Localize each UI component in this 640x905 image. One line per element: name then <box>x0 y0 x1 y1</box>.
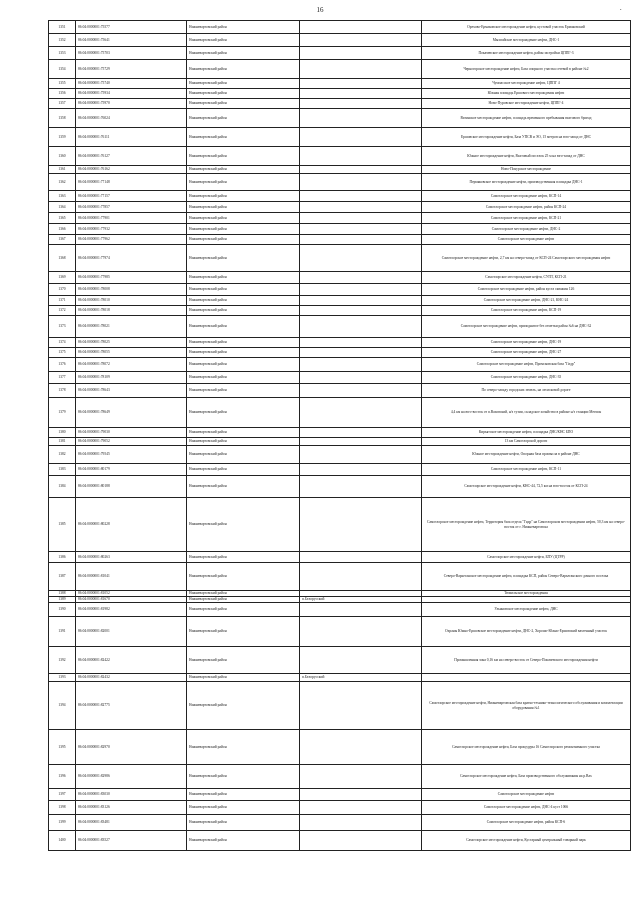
table-row <box>49 674 631 682</box>
district-name: Нижневартовский район <box>187 446 300 464</box>
settlement-name <box>300 428 422 438</box>
row-number: 1389 <box>49 597 76 603</box>
location-description: Самотлорское месторождение нефти, Территория база отдела "Гидр" на Самотлорском месторождении нефти, 50,3 км на северо-восток от г. Нижневартовска <box>422 498 631 552</box>
location-description: Самотлорское месторождение нефти, КСП-19 <box>422 306 631 316</box>
location-description: Самотлорское месторождение нефти, район КСП-6 <box>422 815 631 831</box>
settlement-name <box>300 109 422 128</box>
row-number: 1386 <box>49 552 76 563</box>
district-name: Нижневартовский район <box>187 674 300 682</box>
location-description: Самотлорское месторождение нефти, СУПТ, КСП-21 <box>422 272 631 284</box>
district-name: Нижневартовский район <box>187 476 300 498</box>
row-number: 1372 <box>49 306 76 316</box>
location-description: Кирьятское месторождение нефти, площадка ДНС/КНС БПО <box>422 428 631 438</box>
row-number: 1365 <box>49 213 76 224</box>
location-description: Южное месторождение нефти, Опорная база промысла в районе ДНС <box>422 446 631 464</box>
settlement-name <box>300 498 422 552</box>
district-name: Нижневартовский район <box>187 563 300 591</box>
settlement-name <box>300 128 422 147</box>
table-row <box>49 174 631 191</box>
location-description: Ватинское месторождение нефти, площадь временного пребывания вахтового бригад <box>422 109 631 128</box>
cadastral-number: 86:04:0000001:77932 <box>76 224 187 235</box>
settlement-name: п.Белорусский <box>300 674 422 682</box>
table-row <box>49 730 631 765</box>
district-name: Нижневартовский район <box>187 174 300 191</box>
settlement-name <box>300 296 422 306</box>
location-description: Самотлорское месторождение нефти, Нижневартовская база кратко-технико-технологического обслуживания и комплектации оборудования №1 <box>422 682 631 730</box>
district-name: Нижневартовский район <box>187 815 300 831</box>
district-name: Нижневартовский район <box>187 191 300 202</box>
location-description: Самотлорское месторождение нефти, КНС-44, 72,5 км на юго-восток от КСП-24 <box>422 476 631 498</box>
cadastral-number: 86:04:0000001:78010 <box>76 296 187 306</box>
table-row <box>49 191 631 202</box>
row-number: 1383 <box>49 464 76 476</box>
cadastral-number: 86:04:0000001:82775 <box>76 682 187 730</box>
settlement-name <box>300 617 422 647</box>
cadastral-number: 86:04:0000001:81041 <box>76 563 187 591</box>
location-description: Охраны Южно-Ершовское месторождение нефти, ДНС-2, Хорошо-Южно-Ершовский вахтенный участок <box>422 617 631 647</box>
table-row <box>49 109 631 128</box>
row-number: 1385 <box>49 498 76 552</box>
table-row <box>49 348 631 358</box>
table-row <box>49 603 631 617</box>
settlement-name <box>300 789 422 801</box>
district-name: Нижневартовский район <box>187 21 300 34</box>
row-number: 1367 <box>49 235 76 245</box>
district-name: Нижневартовский район <box>187 348 300 358</box>
settlement-name <box>300 21 422 34</box>
district-name: Нижневартовский район <box>187 306 300 316</box>
row-number: 1393 <box>49 674 76 682</box>
settlement-name <box>300 438 422 446</box>
settlement-name <box>300 801 422 815</box>
settlement-name <box>300 765 422 789</box>
district-name: Нижневартовский район <box>187 801 300 815</box>
settlement-name: п.Белорусский <box>300 597 422 603</box>
row-number: 1355 <box>49 79 76 89</box>
location-description: Северо-Варьеганское месторождение нефти, площадка КСП, район Северо-Варьеганского дачного поселка <box>422 563 631 591</box>
settlement-name <box>300 446 422 464</box>
cadastral-number: 86:04:0000001:82986 <box>76 765 187 789</box>
settlement-name <box>300 603 422 617</box>
district-name: Нижневартовский район <box>187 79 300 89</box>
location-description: Самотлорское месторождение нефти, ДНС-19 <box>422 338 631 348</box>
table-row <box>49 79 631 89</box>
location-description: Самотлорское месторождение нефти, ДНС-21, КНС-24 <box>422 296 631 306</box>
district-name: Нижневартовский район <box>187 398 300 428</box>
cadastral-number: 86:04:0000001:75703 <box>76 47 187 60</box>
row-number: 1391 <box>49 617 76 647</box>
row-number: 1362 <box>49 174 76 191</box>
district-name: Нижневартовский район <box>187 109 300 128</box>
settlement-name <box>300 384 422 398</box>
district-name: Нижневартовский район <box>187 89 300 99</box>
location-description: Самотлорское месторождение нефти, БПУ (ЦТРР) <box>422 552 631 563</box>
settlement-name <box>300 338 422 348</box>
settlement-name <box>300 60 422 79</box>
location-description: Самотлорское месторождение нефти, Кустарный центральный товарный парк <box>422 831 631 851</box>
table-row <box>49 306 631 316</box>
table-row <box>49 34 631 47</box>
table-row <box>49 147 631 166</box>
table-row <box>49 296 631 306</box>
district-name: Нижневартовский район <box>187 99 300 109</box>
row-number: 1366 <box>49 224 76 235</box>
cadastral-number: 86:04:0000001:75729 <box>76 60 187 79</box>
location-description: Самотлорское месторождение нефти, Промсковская база "Гидр" <box>422 358 631 372</box>
row-number: 1371 <box>49 296 76 306</box>
table-row <box>49 438 631 446</box>
location-description: Ново-Покурское месторождение <box>422 166 631 174</box>
cadastral-number: 86:04:0000001:81670 <box>76 597 187 603</box>
location-description: Самотлорское месторождение нефти, ДНС-4 куст 1066 <box>422 801 631 815</box>
settlement-name <box>300 213 422 224</box>
cadastral-number: 86:04:0000001:78072 <box>76 358 187 372</box>
row-number: 1368 <box>49 245 76 272</box>
row-number: 1363 <box>49 191 76 202</box>
cadastral-number: 86:04:0000001:75970 <box>76 99 187 109</box>
cadastral-number: 86:04:0000001:77985 <box>76 272 187 284</box>
row-number: 1380 <box>49 428 76 438</box>
cadastral-number: 86:04:0000001:77974 <box>76 245 187 272</box>
settlement-name <box>300 34 422 47</box>
location-description: Чумпасское месторождение нефти, ЦППГ 4 <box>422 79 631 89</box>
district-name: Нижневартовский район <box>187 464 300 476</box>
table-row <box>49 801 631 815</box>
location-description: Южная площадь Ершового месторождения нефти <box>422 89 631 99</box>
district-name: Нижневартовский район <box>187 358 300 372</box>
cadastral-number: 86:04:0000001:83126 <box>76 801 187 815</box>
district-name: Нижневартовский район <box>187 147 300 166</box>
district-name: Нижневартовский район <box>187 789 300 801</box>
table-row <box>49 831 631 851</box>
cadastral-number: 86:04:0000001:83527 <box>76 831 187 851</box>
row-number: 1378 <box>49 384 76 398</box>
table-row <box>49 202 631 213</box>
table-row <box>49 446 631 464</box>
row-number: 1359 <box>49 128 76 147</box>
location-description: Самотлорское месторождение нефти, КСП-11 <box>422 464 631 476</box>
table-row <box>49 21 631 34</box>
cadastral-number: 86:04:0000001:76162 <box>76 166 187 174</box>
settlement-name <box>300 166 422 174</box>
district-name: Нижневартовский район <box>187 384 300 398</box>
row-number: 1357 <box>49 99 76 109</box>
table-row <box>49 563 631 591</box>
table-row <box>49 498 631 552</box>
district-name: Нижневартовский район <box>187 338 300 348</box>
table-row <box>49 428 631 438</box>
row-number: 1356 <box>49 89 76 99</box>
row-number: 1354 <box>49 60 76 79</box>
table-row <box>49 338 631 348</box>
table-row <box>49 316 631 338</box>
table-row <box>49 213 631 224</box>
row-number: 1358 <box>49 109 76 128</box>
settlement-name <box>300 398 422 428</box>
settlement-name <box>300 348 422 358</box>
location-description <box>422 674 631 682</box>
table-row <box>49 464 631 476</box>
table-row <box>49 235 631 245</box>
table-row <box>49 647 631 674</box>
row-number: 1375 <box>49 348 76 358</box>
row-number: 1396 <box>49 765 76 789</box>
cadastral-number: 86:04:0000001:78055 <box>76 348 187 358</box>
table-row <box>49 789 631 801</box>
cadastral-number: 86:04:0000001:80263 <box>76 552 187 563</box>
settlement-name <box>300 202 422 213</box>
cadastral-number: 86:04:0000001:75641 <box>76 34 187 47</box>
settlement-name <box>300 284 422 296</box>
table-row <box>49 166 631 174</box>
row-number: 1392 <box>49 647 76 674</box>
row-number: 1374 <box>49 338 76 348</box>
table-row <box>49 384 631 398</box>
settlement-name <box>300 47 422 60</box>
location-description: По северо-западу городских земель, на лесисковой дороге <box>422 384 631 398</box>
row-number: 1394 <box>49 682 76 730</box>
table-row <box>49 358 631 372</box>
cadastral-number: 86:04:0000001:76127 <box>76 147 187 166</box>
row-number: 1373 <box>49 316 76 338</box>
location-description: Черногорское месторождение нефти, База опорного участка сетевой в районе №2 <box>422 60 631 79</box>
cadastral-number: 86:04:0000001:75740 <box>76 79 187 89</box>
row-number: 1397 <box>49 789 76 801</box>
settlement-name <box>300 815 422 831</box>
table-row <box>49 398 631 428</box>
district-name: Нижневартовский район <box>187 316 300 338</box>
cadastral-number: 86:04:0000001:79052 <box>76 438 187 446</box>
location-description: Ново-Пуровское месторождение нефти, ЦППГ-4 <box>422 99 631 109</box>
row-number: 1353 <box>49 47 76 60</box>
row-number: 1351 <box>49 21 76 34</box>
cadastral-number: 86:04:0000001:82432 <box>76 674 187 682</box>
settlement-name <box>300 372 422 384</box>
cadastral-number: 86:04:0000001:81982 <box>76 603 187 617</box>
cadastral-number: 86:04:0000001:76024 <box>76 109 187 128</box>
district-name: Нижневартовский район <box>187 498 300 552</box>
table-row <box>49 47 631 60</box>
settlement-name <box>300 174 422 191</box>
settlement-name <box>300 272 422 284</box>
cadastral-number: 86:04:0000001:78018 <box>76 306 187 316</box>
cadastral-number: 86:04:0000001:77857 <box>76 202 187 213</box>
location-description: Самотлорское месторождение нефти, район КСП-24 <box>422 202 631 213</box>
table-row <box>49 60 631 79</box>
row-number: 1369 <box>49 272 76 284</box>
district-name: Нижневартовский район <box>187 34 300 47</box>
location-description: Самотлорское месторождение нефти, район куста скважин 126 <box>422 284 631 296</box>
table-row <box>49 245 631 272</box>
row-number: 1387 <box>49 563 76 591</box>
location-description: Самотлорское месторождение нефти, ДНС-35 <box>422 372 631 384</box>
corner-mark: · <box>619 6 622 14</box>
location-description: Самотлорское месторождение нефти, 2,7 км на северо-запад от КСП-24 Самотлорского месторождения нефти <box>422 245 631 272</box>
cadastral-number: 86:04:0000001:76111 <box>76 128 187 147</box>
district-name: Нижневартовский район <box>187 438 300 446</box>
cadastral-number: 86:04:0000001:79030 <box>76 428 187 438</box>
cadastral-number: 86:04:0000001:77157 <box>76 191 187 202</box>
location-description: Самотлорское месторождение нефти, ДНС-27 <box>422 348 631 358</box>
row-number: 1398 <box>49 801 76 815</box>
settlement-name <box>300 89 422 99</box>
row-number: 1382 <box>49 446 76 464</box>
district-name: Нижневартовский район <box>187 128 300 147</box>
settlement-name <box>300 563 422 591</box>
location-description: Самотлорское месторождение нефти <box>422 235 631 245</box>
cadastral-number: 86:04:0000001:80188 <box>76 476 187 498</box>
table-row <box>49 224 631 235</box>
cadastral-number: 86:04:0000001:81052 <box>76 591 187 597</box>
district-name: Нижневартовский район <box>187 166 300 174</box>
settlement-name <box>300 316 422 338</box>
district-name: Нижневартовский район <box>187 213 300 224</box>
location-description: 13 км Самотлорской дороги <box>422 438 631 446</box>
district-name: Нижневартовский район <box>187 60 300 79</box>
row-number: 1361 <box>49 166 76 174</box>
cadastral-number: 86:04:0000001:78649 <box>76 398 187 428</box>
cadastral-number: 86:04:0000001:83030 <box>76 789 187 801</box>
table-row <box>49 99 631 109</box>
cadastral-number: 86:04:0000001:78025 <box>76 338 187 348</box>
settlement-name <box>300 831 422 851</box>
settlement-name <box>300 147 422 166</box>
table-row <box>49 284 631 296</box>
cadastral-number: 86:04:0000001:78008 <box>76 284 187 296</box>
row-number: 1381 <box>49 438 76 446</box>
cadastral-number: 86:04:0000001:78643 <box>76 384 187 398</box>
settlement-name <box>300 79 422 89</box>
settlement-name <box>300 476 422 498</box>
settlement-name <box>300 306 422 316</box>
location-description: Ульяновское месторождение нефти, ДНС <box>422 603 631 617</box>
cadastral-number: 86:04:0000001:83481 <box>76 815 187 831</box>
location-description: Южное месторождение нефти, Вахтовый поселок 25 м на юго-запад от ДНС <box>422 147 631 166</box>
row-number: 1364 <box>49 202 76 213</box>
district-name: Нижневартовский район <box>187 284 300 296</box>
district-name: Нижневартовский район <box>187 682 300 730</box>
settlement-name <box>300 552 422 563</box>
location-description: Промышленная зона 0,16 км на северо-восток от Северо-Покачевского месторождения нефти <box>422 647 631 674</box>
district-name: Нижневартовский район <box>187 597 300 603</box>
cadastral-number: 86:04:0000001:82970 <box>76 730 187 765</box>
location-description: Ершовское месторождение нефти, База УПСВ и ЭО, 15 метров на юго-запад от ДНС <box>422 128 631 147</box>
settlement-name <box>300 191 422 202</box>
location-description: 4,4 км на юго-восток от п.Ваховский, н/з тузии, складское хозяйство в районе н/з станции Мегион <box>422 398 631 428</box>
cadastral-number: 86:04:0000001:75934 <box>76 89 187 99</box>
row-number: 1360 <box>49 147 76 166</box>
row-number: 1395 <box>49 730 76 765</box>
settlement-name <box>300 358 422 372</box>
settlement-name <box>300 682 422 730</box>
table-row <box>49 476 631 498</box>
district-name: Нижневартовский район <box>187 372 300 384</box>
location-description: Самотлорское месторождение нефти, КСП-14 <box>422 191 631 202</box>
table-row <box>49 372 631 384</box>
location-description: Тюмильское месторождения <box>422 591 631 597</box>
row-number: 1384 <box>49 476 76 498</box>
location-description: Самотлорское месторождение нефти, КСП-21 <box>422 213 631 224</box>
page-number: 16 <box>316 6 324 14</box>
cadastral-number: 86:04:0000001:77148 <box>76 174 187 191</box>
district-name: Нижневартовский район <box>187 296 300 306</box>
district-name: Нижневартовский район <box>187 603 300 617</box>
settlement-name <box>300 99 422 109</box>
district-name: Нижневартовский район <box>187 224 300 235</box>
row-number: 1352 <box>49 34 76 47</box>
location-description: Покачевское месторождение нефти, район застройки ЦППГ-3 <box>422 47 631 60</box>
cadastral-number: 86:04:0000001:82001 <box>76 617 187 647</box>
row-number: 1390 <box>49 603 76 617</box>
settlement-name <box>300 224 422 235</box>
cadastral-number: 86:04:0000001:79545 <box>76 446 187 464</box>
table-row <box>49 89 631 99</box>
district-name: Нижневартовский район <box>187 552 300 563</box>
location-description: Самотлорское месторождение нефти, приподнятое без отметки район №6 на ДНС-32 <box>422 316 631 338</box>
cadastral-number: 86:04:0000001:77901 <box>76 213 187 224</box>
cadastral-number: 86:04:0000001:77962 <box>76 235 187 245</box>
cadastral-number: 86:04:0000001:80179 <box>76 464 187 476</box>
cadastral-number: 86:04:0000001:82422 <box>76 647 187 674</box>
row-number: 1388 <box>49 591 76 597</box>
table-row <box>49 682 631 730</box>
settlement-name <box>300 235 422 245</box>
location-description: Мыхпайское месторождение нефти, ДНС-1 <box>422 34 631 47</box>
table-row <box>49 272 631 284</box>
table-row <box>49 128 631 147</box>
location-description: Самотлорское месторождение нефти, База производственного обслуживания на р.Вах <box>422 765 631 789</box>
district-name: Нижневартовский район <box>187 765 300 789</box>
table-row <box>49 815 631 831</box>
row-number: 1399 <box>49 815 76 831</box>
district-name: Нижневартовский район <box>187 591 300 597</box>
district-name: Нижневартовский район <box>187 647 300 674</box>
cadastral-number: 86:04:0000001:75577 <box>76 21 187 34</box>
district-name: Нижневартовский район <box>187 428 300 438</box>
table-row <box>49 765 631 789</box>
settlement-name <box>300 730 422 765</box>
location-description: Самотлорское месторождение нефти, База процедуры 16 Самотлорского ремонтненного участка <box>422 730 631 765</box>
location-description: Самотлорское месторождение нефти <box>422 789 631 801</box>
settlement-name <box>300 464 422 476</box>
row-number: 1376 <box>49 358 76 372</box>
table-row <box>49 552 631 563</box>
row-number: 1377 <box>49 372 76 384</box>
district-name: Нижневартовский район <box>187 272 300 284</box>
district-name: Нижневартовский район <box>187 202 300 213</box>
district-name: Нижневартовский район <box>187 47 300 60</box>
location-description: Самотлорское месторождение нефти, ДНС-2 <box>422 224 631 235</box>
district-name: Нижневартовский район <box>187 831 300 851</box>
district-name: Нижневартовский район <box>187 245 300 272</box>
settlement-name <box>300 647 422 674</box>
row-number: 1370 <box>49 284 76 296</box>
district-name: Нижневартовский район <box>187 235 300 245</box>
district-name: Нижневартовский район <box>187 617 300 647</box>
location-description: Пермяковское месторождение нефти, производственная площадка ДНС-1 <box>422 174 631 191</box>
row-number: 1379 <box>49 398 76 428</box>
cadastral-number: 86:04:0000001:80228 <box>76 498 187 552</box>
settlement-name <box>300 245 422 272</box>
cadastral-number: 86:04:0000001:78109 <box>76 372 187 384</box>
land-plot-table <box>48 20 631 851</box>
row-number: 1400 <box>49 831 76 851</box>
cadastral-number: 86:04:0000001:78021 <box>76 316 187 338</box>
location-description: Орехово-Ермаковское месторождение нефти, кустовой участок Ермаковский <box>422 21 631 34</box>
table-row <box>49 617 631 647</box>
district-name: Нижневартовский район <box>187 730 300 765</box>
